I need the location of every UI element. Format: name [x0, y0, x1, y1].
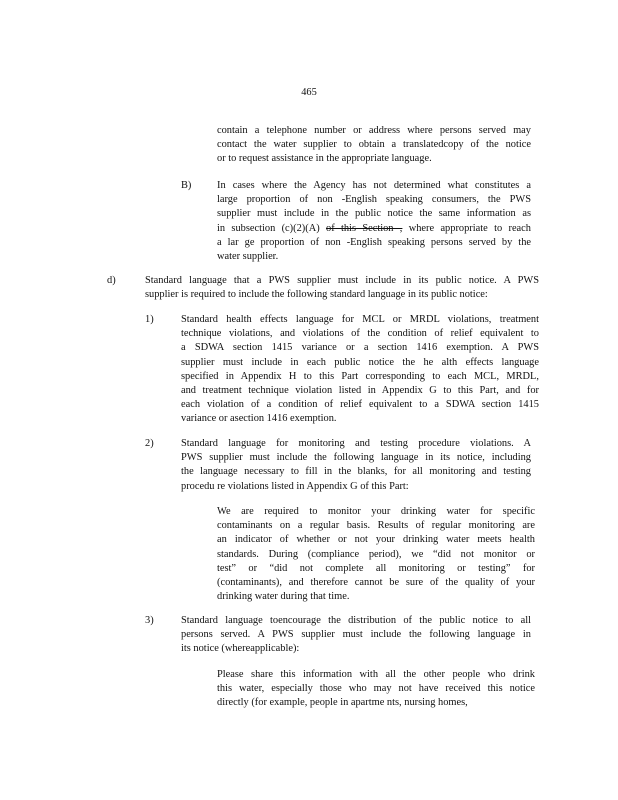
text-line: an indicator of whether or not your drinking water meets health: [217, 534, 535, 546]
page-number: 465: [301, 87, 317, 98]
text-line: standards. During (compliance period), we “did not monitor or: [217, 548, 535, 560]
text-line: Please share this information with all the other people who drink: [217, 669, 535, 680]
item-b-paragraph: [217, 179, 531, 264]
text-line: Standard language that a PWS supplier must include in its public notice. A PWS: [145, 275, 539, 286]
text-line: variance or asection 1416 exemption.: [181, 413, 337, 425]
continuation-paragraph: [217, 124, 531, 167]
text-line: supplier is required to include the following standard language in its public notice:: [145, 289, 488, 301]
text-line: technique violations, and violations of the condition of relief equivalent to: [181, 328, 539, 340]
text-line: supplier must include in the public notice the same information as: [217, 208, 531, 220]
item-3-paragraph: [181, 614, 531, 657]
text-line: test” or “did not complete all monitoring or testing” for: [217, 562, 535, 574]
text-line: a lar ge proportion of non -English speaking persons served by the: [217, 236, 531, 248]
text-line: Standard health effects language for MCL or MRDL violations, treatment: [181, 314, 539, 325]
text-line: large proportion of non -English speaking consumers, the PWS: [217, 194, 531, 206]
text-line: contact the water supplier to obtain a translatedcopy of the notice: [217, 139, 531, 151]
item-2-label: 2): [145, 438, 154, 449]
quoted-notice-distribution: [217, 668, 535, 711]
text-line: procedu re violations listed in Appendix G of this Part:: [181, 480, 409, 492]
text-line: contain a telephone number or address where persons served may: [217, 125, 531, 136]
text-line: this water, especially those who may not have received this notice: [217, 683, 535, 695]
item-1-paragraph: [181, 313, 539, 427]
text-line: We are required to monitor your drinking water for specific: [217, 506, 535, 517]
text-line: Standard language for monitoring and testing procedure violations. A: [181, 438, 531, 449]
text-line: [217, 222, 531, 236]
text-line: (contaminants), and therefore cannot be sure of the quality of your: [217, 577, 535, 589]
text-line: supplier must include in each public notice the he alth effects language: [181, 356, 539, 368]
text-line: PWS supplier must include the following language in its notice, including: [181, 452, 531, 464]
text-line: the language necessary to fill in the blanks, for all monitoring and testing: [181, 466, 531, 478]
item-3-label: 3): [145, 615, 154, 626]
text-line: and treatment technique violation listed in Appendix G to this Part, and for: [181, 385, 539, 397]
text-line: persons served. A PWS supplier must include the following language in: [181, 629, 531, 641]
text-line: directly (for example, people in apartme nts, nursing homes,: [217, 697, 468, 709]
text-line: drinking water during that time.: [217, 591, 350, 603]
text-line: specified in Appendix H to this Part corresponding to each MCL, MRDL,: [181, 370, 539, 382]
text-line: a SDWA section 1415 variance or a section 1416 exemption. A PWS: [181, 342, 539, 354]
text-line: or to request assistance in the appropriate language.: [217, 153, 432, 165]
item-d-paragraph: [145, 274, 539, 302]
item-d-label: d): [107, 275, 116, 286]
text-line: In cases where the Agency has not determined what constitutes a: [217, 180, 531, 191]
item-2-paragraph: [181, 437, 531, 494]
text-line: contaminants on a regular basis. Results of regular monitoring are: [217, 520, 535, 532]
struck-text: of this Section ,: [326, 222, 403, 234]
item-b-label: B): [181, 180, 192, 191]
text-line: water supplier.: [217, 251, 279, 263]
text-segment: where appropriate to reach: [402, 222, 531, 234]
item-1-label: 1): [145, 314, 154, 325]
quoted-notice-monitoring: [217, 505, 535, 604]
text-line: its notice (whereapplicable):: [181, 643, 300, 655]
text-segment: in subsection (c)(2)(A): [217, 222, 326, 234]
text-line: Standard language toencourage the distribution of the public notice to all: [181, 615, 531, 626]
text-line: each violation of a condition of relief equivalent to a SDWA section 1415: [181, 399, 539, 411]
